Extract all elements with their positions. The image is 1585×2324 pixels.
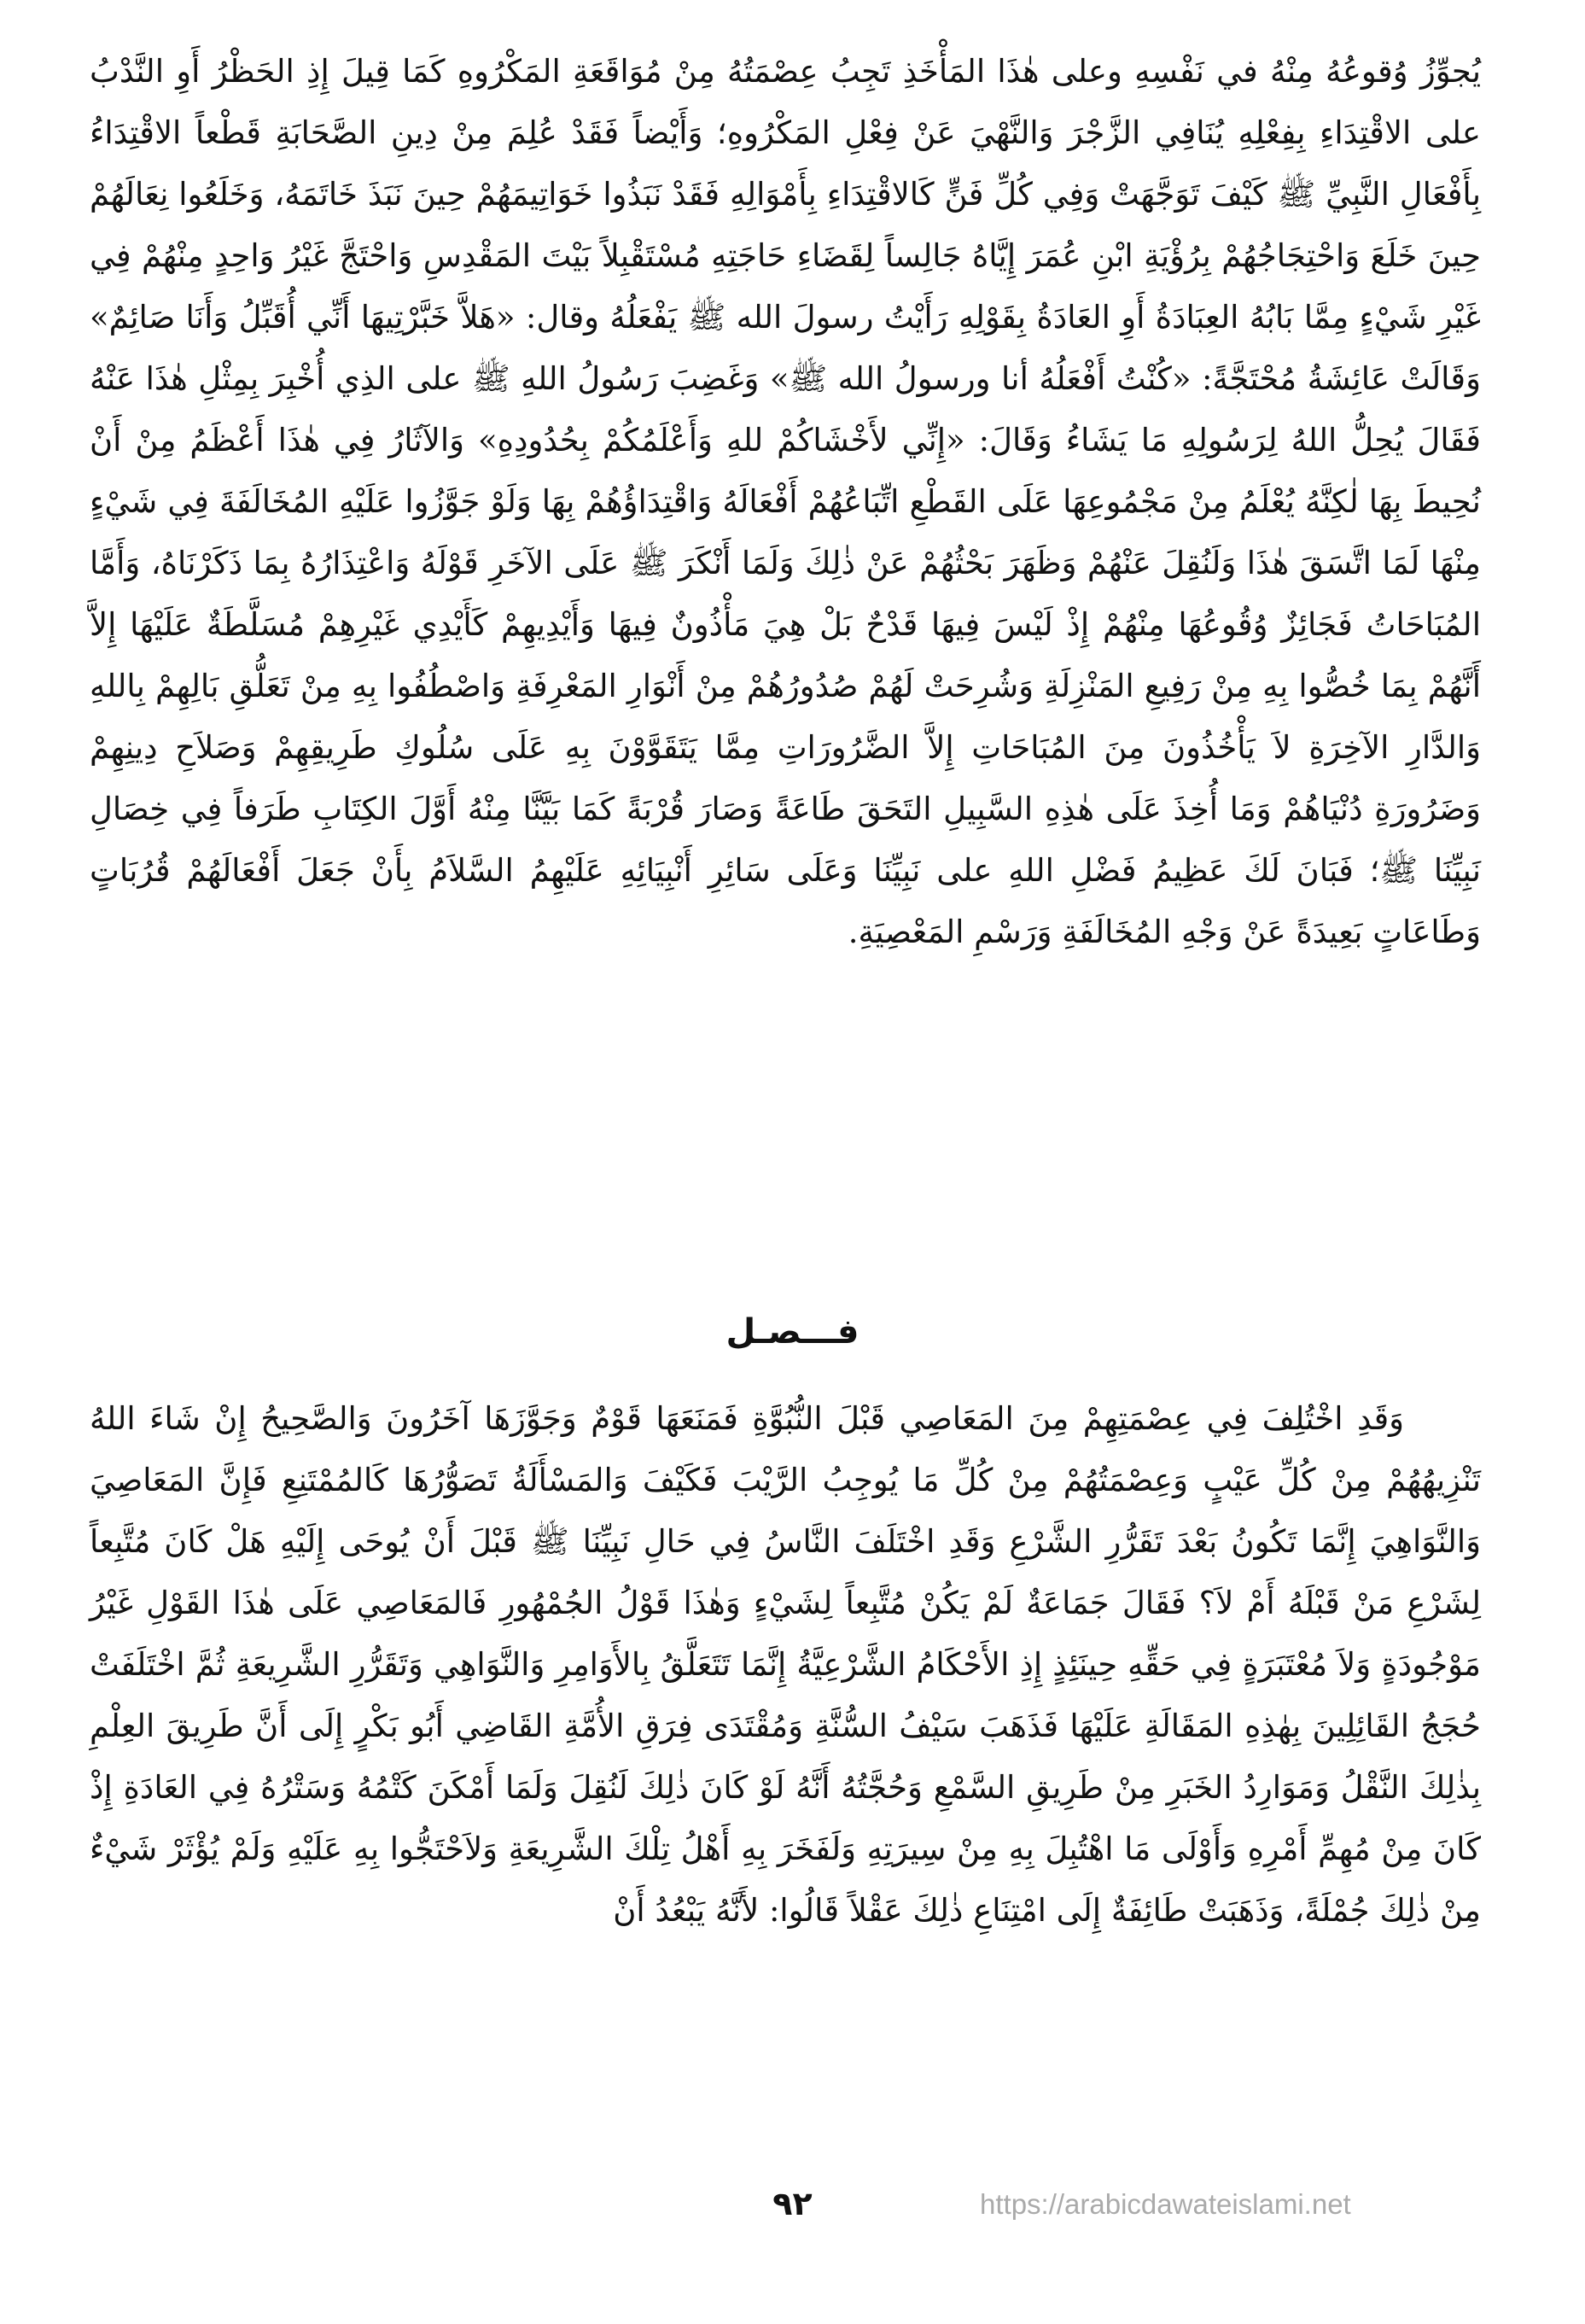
- paragraph-continued: [90, 41, 1481, 963]
- section-paragraph: [90, 1388, 1481, 1942]
- source-url-watermark: https://arabicdawateislami.net: [980, 2188, 1351, 2220]
- paragraph-text: وَقَدِ اخْتُلِفَ فِي عِصْمَتِهِمْ مِنَ المَعَاصِي قَبْلَ النُّبُوَّةِ فَمَنَعَهَا قَوْمٌ وَجَوَّزَهَا آخَرُونَ وَالصَّحِيحُ إِنْ شَاءَ اللهُ تَنْزِيهُهُمْ مِنْ كُلِّ عَيْبٍ وَعِصْمَتُهُمْ مِنْ كُلِّ مَا يُوجِبُ الرَّيْبَ فَكَيْفَ وَالمَسْأَلَةُ تَصَوُّرُهَا كَالمُمْتَنِعِ فَإِنَّ المَعَاصِيَ وَالنَّوَاهِيَ إِنَّمَا تَكُونُ بَعْدَ تَقَرُّرِ الشَّرْعِ وَقَدِ اخْتَلَفَ النَّاسُ فِي حَالِ نَبِيِّنَا ﷺ قَبْلَ أَنْ يُوحَى إِلَيْهِ هَلْ كَانَ مُتَّبِعاً لِشَرْعِ مَنْ قَبْلَهُ أَمْ لاَ؟ فَقَالَ جَمَاعَةٌ لَمْ يَكُنْ مُتَّبِعاً لِشَيْءٍ وَهٰذَا قَوْلُ الجُمْهُورِ فَالمَعَاصِي عَلَى هٰذَا القَوْلِ غَيْرُ مَوْجُودَةٍ وَلاَ مُعْتَبَرَةٍ فِي حَقِّهِ حِينَئِذٍ إِذِ الأَحْكَامُ الشَّرْعِيَّةُ إِنَّمَا تَتَعَلَّقُ بِالأَوَامِرِ وَالنَّوَاهِي وَتَقَرُّرِ الشَّرِيعَةِ ثُمَّ اخْتَلَفَتْ حُجَجُ القَائِلِينَ بِهٰذِهِ المَقَالَةِ عَلَيْهَا فَذَهَبَ سَيْفُ السُّنَّةِ وَمُقْتَدَى فِرَقِ الأُمَّةِ القَاضِي أَبُو بَكْرٍ إِلَى أَنَّ طَرِيقَ العِلْمِ بِذٰلِكَ النَّقْلُ وَمَوَارِدُ الخَبَرِ مِنْ طَرِيقِ السَّمْعِ وَحُجَّتُهُ أَنَّهُ لَوْ كَانَ ذٰلِكَ لَنُقِلَ وَلَمَا أَمْكَنَ كَتْمُهُ وَسَتْرُهُ فِي العَادَةِ إِذْ كَانَ مِنْ مُهِمِّ أَمْرِهِ وَأَوْلَى مَا اهْتُبِلَ بِهِ مِنْ سِيرَتِهِ وَلَفَخَرَ بِهِ أَهْلُ تِلْكَ الشَّرِيعَةِ وَلاَحْتَجُّوا بِهِ عَلَيْهِ وَلَمْ يُؤْثَرْ شَيْءٌ مِنْ ذٰلِكَ جُمْلَةً، وَذَهَبَتْ طَائِفَةٌ إِلَى امْتِنَاعِ ذٰلِكَ عَقْلاً قَالُوا: لأَنَّهُ يَبْعُدُ أَنْ: [90, 1400, 1481, 1929]
- section-heading: فـــصـل: [725, 1312, 860, 1352]
- paragraph-text: يُجوِّزُ وُقوعُهُ مِنْهُ في نَفْسِهِ وعلى هٰذَا المَأْخَذِ تَجِبُ عِصْمَتُهُ مِنْ مُوَاقَعَةِ المَكْرُوهِ كَمَا قِيلَ إِذِ الحَظْرُ أَوِ النَّدْبُ على الاقْتِدَاءِ بِفِعْلِهِ يُنَافِي الزَّجْرَ وَالنَّهْيَ عَنْ فِعْلِ المَكْرُوهِ؛ وَأَيْضاً فَقَدْ عُلِمَ مِنْ دِينِ الصَّحَابَةِ قَطْعاً الاقْتِدَاءُ بِأَفْعَالِ النَّبِيِّ ﷺ كَيْفَ تَوَجَّهَتْ وَفِي كُلِّ فَنٍّ كَالاقْتِدَاءِ بِأَمْوَالِهِ فَقَدْ نَبَذُوا خَوَاتِيمَهُمْ حِينَ نَبَذَ خَاتَمَهُ، وَخَلَعُوا نِعَالَهُمْ حِينَ خَلَعَ وَاحْتِجَاجُهُمْ بِرُؤْيَةِ ابْنِ عُمَرَ إِيَّاهُ جَالِساً لِقَضَاءِ حَاجَتِهِ مُسْتَقْبِلاً بَيْتَ المَقْدِسِ وَاحْتَجَّ غَيْرُ وَاحِدٍ مِنْهُمْ فِي غَيْرِ شَيْءٍ مِمَّا بَابُهُ العِبَادَةُ أَوِ العَادَةُ بِقَوْلِهِ رَأَيْتُ رسولَ الله ﷺ يَفْعَلُهُ وقال: «هَلاَّ خَبَّرْتِيهَا أَنِّي أُقَبِّلُ وَأَنَا صَائِمٌ» وَقَالَتْ عَائِشَةُ مُحْتَجَّةً: «كُنْتُ أَفْعَلُهُ أنا ورسولُ الله ﷺ» وَغَضِبَ رَسُولُ اللهِ ﷺ على الذِي أُخْبِرَ بِمِثْلِ هٰذَا عَنْهُ فَقَالَ يُحِلُّ اللهُ لِرَسُولِهِ مَا يَشَاءُ وَقَالَ: «إِنِّي لأَخْشَاكُمْ للهِ وَأَعْلَمُكُمْ بِحُدُودِهِ» وَالآثَارُ فِي هٰذَا أَعْظَمُ مِنْ أَنْ نُحِيطَ بِهَا لٰكِنَّهُ يُعْلَمُ مِنْ مَجْمُوعِهَا عَلَى القَطْعِ اتِّبَاعُهُمْ أَفْعَالَهُ وَاقْتِدَاؤُهُمْ بِهَا وَلَوْ جَوَّزُوا عَلَيْهِ المُخَالَفَةَ فِي شَيْءٍ مِنْهَا لَمَا اتَّسَقَ هٰذَا وَلَنُقِلَ عَنْهُمْ وَظَهَرَ بَحْثُهُمْ عَنْ ذٰلِكَ وَلَمَا أَنْكَرَ ﷺ عَلَى الآخَرِ قَوْلَهُ وَاعْتِذَارُهُ بِمَا ذَكَرْنَاهُ، وَأَمَّا المُبَاحَاتُ فَجَائِزٌ وُقُوعُهَا مِنْهُمْ إِذْ لَيْسَ فِيهَا قَدْحٌ بَلْ هِيَ مَأْذُونٌ فِيهَا وَأَيْدِيهِمْ كَأَيْدِي غَيْرِهِمْ مُسَلَّطَةٌ عَلَيْهَا إِلاَّ أَنَّهُمْ بِمَا خُصُّوا بِهِ مِنْ رَفِيعِ المَنْزِلَةِ وَشُرِحَتْ لَهُمْ صُدُورُهُمْ مِنْ أَنْوَارِ المَعْرِفَةِ وَاصْطُفُوا بِهِ مِنْ تَعَلُّقِ بَالِهِمْ بِاللهِ وَالدَّارِ الآخِرَةِ لاَ يَأْخُذُونَ مِنَ المُبَاحَاتِ إِلاَّ الضَّرُورَاتِ مِمَّا يَتَقَوَّوْنَ بِهِ عَلَى سُلُوكِ طَرِيقِهِمْ وَصَلاَحِ دِينِهِمْ وَضَرُورَةِ دُنْيَاهُمْ وَمَا أُخِذَ عَلَى هٰذِهِ السَّبِيلِ التَحَقَ طَاعَةً وَصَارَ قُرْبَةً كَمَا بَيَّنَّا مِنْهُ أَوَّلَ الكِتَابِ طَرَفاً فِي خِصَالِ نَبِيِّنَا ﷺ؛ فَبَانَ لَكَ عَظِيمُ فَضْلِ اللهِ على نَبِيِّنَا وَعَلَى سَائِرِ أَنْبِيَائِهِ عَلَيْهِمُ السَّلاَمُ بِأَنْ جَعَلَ أَفْعَالَهُمْ قُرُبَاتٍ وَطَاعَاتٍ بَعِيدَةً عَنْ وَجْهِ المُخَالَفَةِ وَرَسْمِ المَعْصِيَةِ.: [90, 53, 1481, 950]
- page-number: ٩٢: [772, 2185, 813, 2222]
